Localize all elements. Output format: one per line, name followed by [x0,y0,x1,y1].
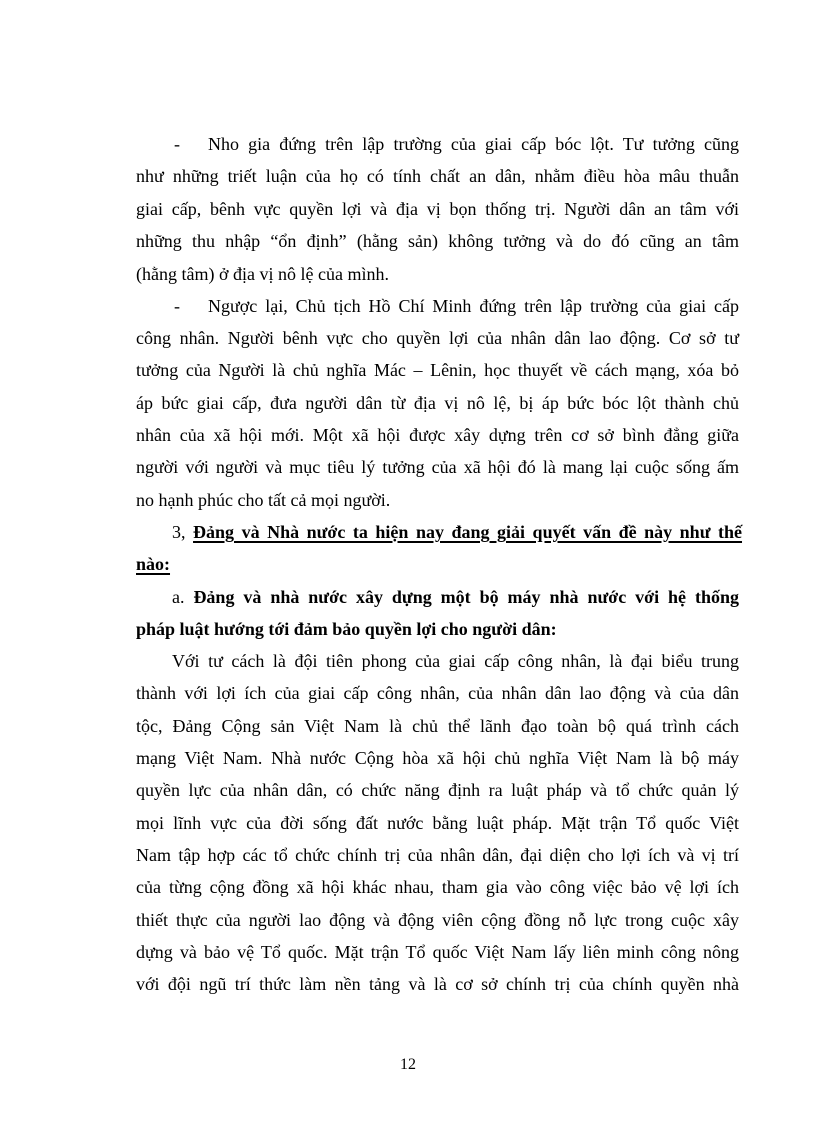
paragraph-2-line-3: tưởng của Người là chủ nghĩa Mác – Lênin, học thuyết về cách mạng, xóa bỏ [136,360,739,380]
paragraph-3-line-6: mọi lĩnh vực của đời sống đất nước bằng luật pháp. Mặt trận Tổ quốc Việt [136,813,739,833]
paragraph-2-line-2: công nhân. Người bênh vực cho quyền lợi của nhân dân lao động. Cơ sở tư [136,328,739,348]
paragraph-3-line-5: quyền lực của nhân dân, có chức năng định ra luật pháp và tổ chức quản lý [136,780,739,800]
section-heading-3-continuation [136,548,739,580]
paragraph-3-line-1: Với tư cách là đội tiên phong của giai cấp công nhân, là đại biểu trung [172,651,739,671]
paragraph-1-line-5: (hằng tâm) ở địa vị nô lệ của mình. [136,264,389,284]
paragraph-3-line-8: của từng cộng đồng xã hội khác nhau, tham gia vào công việc bảo vệ lợi ích [136,877,739,897]
page-number: 12 [400,1056,416,1073]
paragraph-2-text: Ngược lại, Chủ tịch Hồ Chí Minh đứng trên lập trường của giai cấp [208,296,739,316]
paragraph-3-line-11: với đội ngũ trí thức làm nền tảng và là cơ sở chính trị của chính quyền nhà [136,974,739,994]
bullet-dash: - [174,134,180,154]
paragraph-1-line-2: như những triết luận của họ có tính chất an dân, nhằm điều hòa mâu thuẫn [136,166,739,186]
paragraph-3-line-9: thiết thực của người lao động và động viên cộng đồng nỗ lực trong cuộc xây [136,910,739,930]
paragraph-2-line-7: no hạnh phúc cho tất cả mọi người. [136,490,391,510]
paragraph-2-line-1 [136,290,739,322]
paragraph-3-line-2: thành với lợi ích của giai cấp công nhân, của nhân dân lao động và của dân [136,683,739,703]
paragraph-1-line-4: những thu nhập “ổn định” (hằng sản) không tưởng và do đó cũng an tâm [136,231,739,251]
paragraph-3-line-3: tộc, Đảng Cộng sản Việt Nam là chủ thể lãnh đạo toàn bộ quá trình cách [136,716,739,736]
subsection-heading-a-line-2: pháp luật hướng tới đảm bảo quyền lợi cho người dân: [136,619,557,639]
paragraph-2-line-6: người với người và mục tiêu lý tưởng của xã hội đó là mang lại cuộc sống ấm [136,457,739,477]
section-heading-3 [172,516,742,548]
paragraph-1-line-3: giai cấp, bênh vực quyền lợi và địa vị bọn thống trị. Người dân an tâm với [136,199,739,219]
paragraph-2-line-4: áp bức giai cấp, đưa người dân từ địa vị nô lệ, bị áp bức bóc lột thành chủ [136,393,739,413]
subsection-heading-a-prefix: a. [172,587,194,607]
paragraph-3-line-4: mạng Việt Nam. Nhà nước Cộng hòa xã hội chủ nghĩa Việt Nam là bộ máy [136,748,739,768]
section-heading-3-prefix: 3, [172,522,194,542]
subsection-heading-a [172,581,739,613]
paragraph-1-text: Nho gia đứng trên lập trường của giai cấp bóc lột. Tư tưởng cũng [208,134,739,154]
bullet-dash: - [174,296,180,316]
paragraph-1-line-1 [136,128,739,160]
paragraph-3-line-7: Nam tập hợp các tổ chức chính trị của nhân dân, đại diện cho lợi ích và vị trí [136,845,739,865]
paragraph-2-line-5: nhân của xã hội mới. Một xã hội được xây dựng trên cơ sở bình đẳng giữa [136,425,739,445]
section-heading-3-text-line-2: nào: [136,554,171,574]
paragraph-3-line-10: dựng và bảo vệ Tổ quốc. Mặt trận Tổ quốc Việt Nam lấy liên minh công nông [136,942,739,962]
section-heading-3-text: Đảng và Nhà nước ta hiện nay đang giải quyết vấn đề này như thế [193,522,743,542]
subsection-heading-a-text: Đảng và nhà nước xây dựng một bộ máy nhà nước với hệ thống [193,587,740,607]
